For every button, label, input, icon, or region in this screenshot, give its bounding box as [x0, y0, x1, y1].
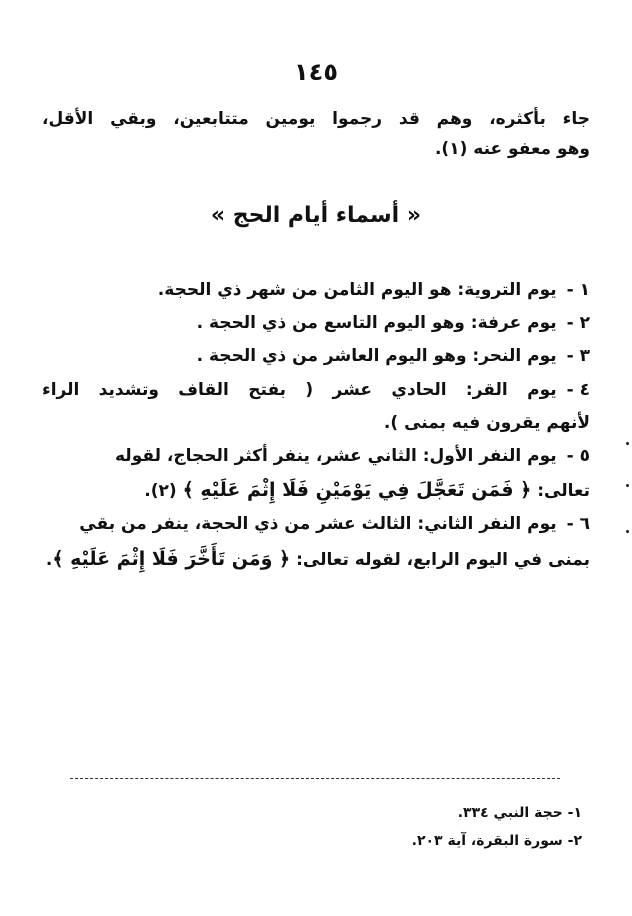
section-heading: « أسماء أيام الحج » — [210, 203, 422, 228]
item-number: ٢ - — [566, 313, 590, 333]
scan-mark — [626, 442, 629, 445]
item-text: يوم النفر الثاني: الثالث عشر من ذي الحجة، ينفر من بقي — [79, 514, 557, 534]
item-number: ٥ - — [566, 446, 590, 466]
item-continuation: لأنهم يقرون فيه بمنى ). — [383, 413, 590, 433]
item-text: يوم النفر الأول: الثاني عشر، ينفر أكثر الحجاج، لقوله — [115, 446, 557, 466]
footnote-reference: (٢). — [144, 481, 177, 501]
item-text: يوم التروية: هو اليوم الثامن من شهر ذي الحجة. — [157, 280, 557, 300]
scan-mark — [626, 530, 629, 533]
intro-line-2: وهو معفو عنه (١). — [434, 139, 590, 159]
quran-verse: ﴿ فَمَن تَعَجَّلَ فِي يَوْمَيْنِ فَلَا إِثْمَ عَلَيْهِ ﴾ — [182, 479, 532, 501]
list-item — [42, 380, 590, 400]
item-number: ٣ - — [566, 346, 590, 366]
item-continuation-prefix: بمنى في اليوم الرابع، لقوله تعالى: — [296, 550, 590, 570]
intro-paragraph — [42, 104, 590, 164]
scan-mark — [626, 484, 629, 487]
intro-line-1: جاء بأكثره، وهم قد رجموا يومين متتابعين، وبقي الأقل، — [42, 109, 590, 129]
page-number: ١٤٥ — [294, 58, 338, 86]
list-item-continuation — [42, 479, 590, 501]
item-continuation-prefix: تعالى: — [537, 481, 590, 501]
list-item — [42, 446, 590, 466]
item-number: ٤ - — [566, 380, 590, 400]
list-item — [42, 346, 590, 366]
list-item — [42, 280, 590, 300]
list-item — [42, 514, 590, 534]
footnote-2: ٢- سورة البقرة، آية ٢٠٣. — [411, 833, 582, 849]
quran-verse: ﴿ وَمَن تَأَخَّرَ فَلَا إِثْمَ عَلَيْهِ ﴾ — [52, 548, 291, 570]
item-text: يوم عرفة: وهو اليوم التاسع من ذي الحجة . — [196, 313, 557, 333]
list-item-continuation — [42, 548, 590, 570]
item-number: ١ - — [566, 280, 590, 300]
footnote-separator — [70, 778, 560, 779]
item-number: ٦ - — [566, 514, 590, 534]
footnote-1: ١- حجة النبي ٣٣٤. — [457, 805, 582, 821]
list-item-continuation — [42, 413, 590, 433]
item-text: يوم القر: الحادي عشر ( بفتح القاف وتشديد الراء — [42, 380, 557, 400]
item-continuation-suffix: . — [45, 550, 53, 570]
list-item — [42, 313, 590, 333]
item-text: يوم النحر: وهو اليوم العاشر من ذي الحجة . — [196, 346, 557, 366]
